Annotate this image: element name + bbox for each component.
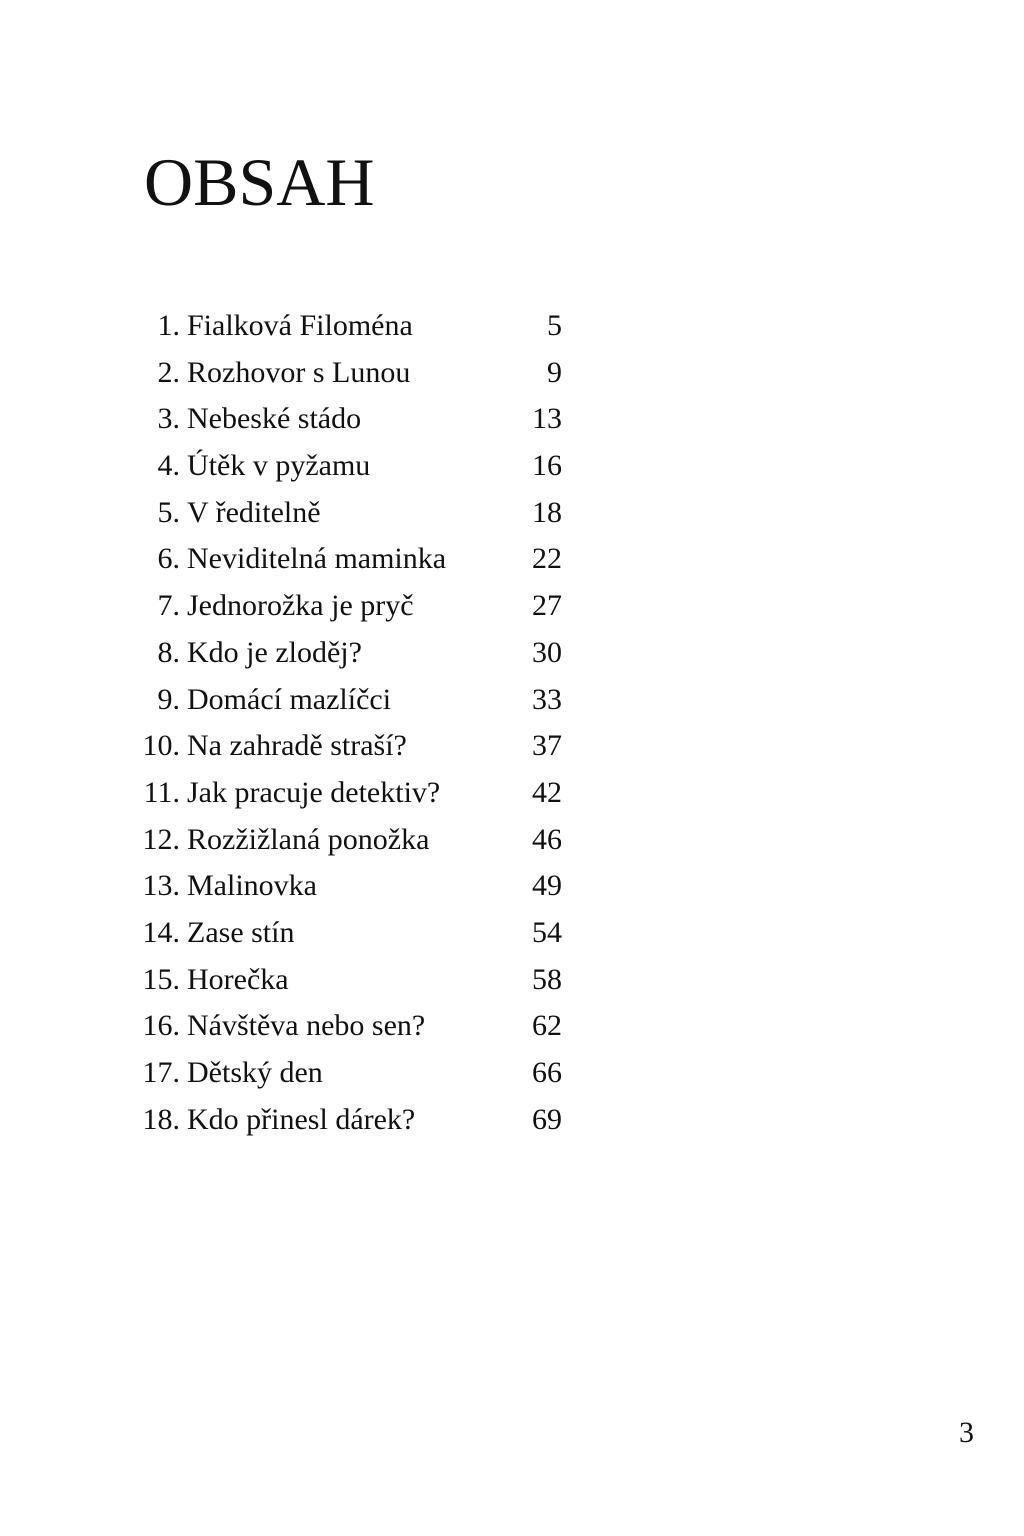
chapter-title: Návštěva nebo sen? xyxy=(187,1009,426,1043)
toc-entry-18 xyxy=(130,1097,590,1144)
toc-entry-3 xyxy=(130,396,590,443)
chapter-page-number: 66 xyxy=(532,1056,562,1089)
chapter-number: 9. xyxy=(157,682,180,716)
chapter-page-number: 69 xyxy=(532,1102,562,1136)
chapter-title: Zase stín xyxy=(187,915,295,949)
chapter-title: Na zahradě straší? xyxy=(187,729,407,763)
chapter-page-number: 49 xyxy=(532,869,562,903)
chapter-page-number: 37 xyxy=(532,729,562,763)
chapter-page-number: 33 xyxy=(532,682,562,716)
chapter-number: 16. xyxy=(142,1009,180,1043)
chapter-page-number: 42 xyxy=(532,775,562,809)
chapter-page-number: 46 xyxy=(532,822,562,856)
chapter-page-number: 9 xyxy=(547,355,562,389)
chapter-page-number: 30 xyxy=(532,635,562,669)
toc-entry-17 xyxy=(130,1050,590,1097)
footer-page-number: 3 xyxy=(959,1416,974,1449)
chapter-title: Jak pracuje detektiv? xyxy=(187,775,441,809)
chapter-title: Kdo je zloděj? xyxy=(187,635,362,669)
chapter-number: 17. xyxy=(142,1056,180,1089)
chapter-title: Fialková Filoména xyxy=(187,309,413,342)
chapter-title: Nebeské stádo xyxy=(187,402,362,436)
chapter-page-number: 27 xyxy=(532,589,562,623)
table-of-contents xyxy=(130,303,590,1143)
chapter-title: Rozhovor s Lunou xyxy=(187,355,411,389)
chapter-title: Útěk v pyžamu xyxy=(187,449,371,483)
chapter-number: 11. xyxy=(143,775,180,809)
chapter-title: Kdo přinesl dárek? xyxy=(187,1102,416,1136)
chapter-page-number: 18 xyxy=(532,495,562,529)
chapter-page-number: 13 xyxy=(532,402,562,436)
chapter-number: 18. xyxy=(142,1102,180,1136)
chapter-number: 10. xyxy=(142,729,180,763)
toc-entry-13 xyxy=(130,863,590,910)
toc-entry-9 xyxy=(130,677,590,724)
toc-entry-12 xyxy=(130,817,590,864)
toc-entry-4 xyxy=(130,443,590,490)
chapter-number: 7. xyxy=(157,589,180,623)
contents-title: OBSAH xyxy=(144,144,375,220)
chapter-page-number: 5 xyxy=(547,309,562,342)
chapter-page-number: 22 xyxy=(532,542,562,576)
chapter-number: 1. xyxy=(157,309,180,342)
toc-entry-2 xyxy=(130,350,590,397)
chapter-number: 8. xyxy=(157,635,180,669)
chapter-page-number: 54 xyxy=(532,915,562,949)
toc-entry-1 xyxy=(130,303,590,350)
chapter-number: 5. xyxy=(157,495,180,529)
toc-entry-8 xyxy=(130,630,590,677)
chapter-title: V ředitelně xyxy=(187,495,321,529)
toc-entry-14 xyxy=(130,910,590,957)
chapter-number: 15. xyxy=(142,962,180,996)
chapter-number: 4. xyxy=(157,449,180,483)
chapter-number: 12. xyxy=(142,822,180,856)
toc-entry-6 xyxy=(130,536,590,583)
toc-entry-11 xyxy=(130,770,590,817)
chapter-number: 3. xyxy=(157,402,180,436)
chapter-number: 14. xyxy=(142,915,180,949)
chapter-title: Neviditelná maminka xyxy=(187,542,447,576)
chapter-title: Jednorožka je pryč xyxy=(187,589,414,623)
chapter-number: 2. xyxy=(157,355,180,389)
toc-entry-10 xyxy=(130,723,590,770)
toc-entry-7 xyxy=(130,583,590,630)
chapter-title: Malinovka xyxy=(187,869,317,903)
toc-entry-5 xyxy=(130,490,590,537)
chapter-page-number: 16 xyxy=(532,449,562,483)
chapter-page-number: 58 xyxy=(532,962,562,996)
chapter-title: Horečka xyxy=(187,962,289,996)
toc-entry-16 xyxy=(130,1003,590,1050)
chapter-number: 13. xyxy=(142,869,180,903)
chapter-number: 6. xyxy=(157,542,180,576)
chapter-title: Dětský den xyxy=(187,1056,323,1089)
chapter-title: Rozžižlaná ponožka xyxy=(187,822,430,856)
chapter-page-number: 62 xyxy=(532,1009,562,1043)
chapter-title: Domácí mazlíčci xyxy=(187,682,392,716)
toc-entry-15 xyxy=(130,957,590,1004)
